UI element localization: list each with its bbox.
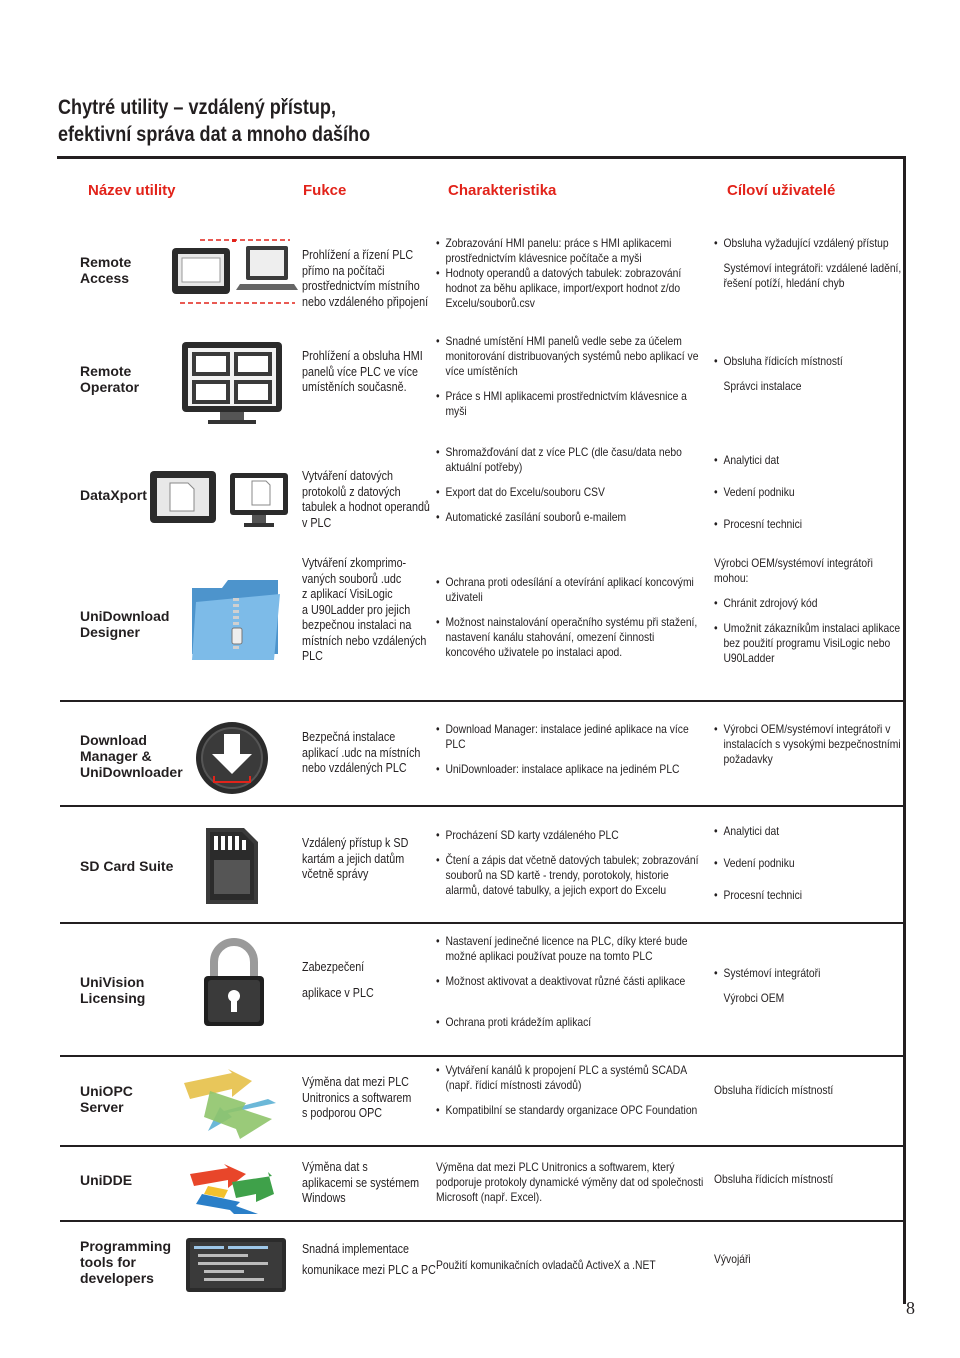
header-name: Název utility [88, 182, 176, 199]
utility-name: Remote Operator [80, 363, 140, 395]
utility-name: UniOPC Server [80, 1083, 133, 1115]
utility-name: UniVision Licensing [80, 974, 146, 1006]
utility-name: UniDownload Designer [80, 608, 170, 640]
separator [60, 1055, 903, 1057]
separator [60, 922, 903, 924]
title-line-1: Chytré utility – vzdálený přístup, [58, 96, 336, 119]
separator [60, 1220, 903, 1222]
utility-name: Programming tools for developers [80, 1238, 172, 1286]
zip-folder-icon [188, 574, 284, 664]
title-line-2: efektivní správa dat a mnoho dašího [58, 123, 371, 146]
utility-name: SD Card Suite [80, 858, 174, 874]
utility-name: Download Manager & UniDownloader [80, 732, 183, 780]
code-editor-icon [184, 1236, 294, 1296]
download-icon [192, 718, 272, 798]
page-title [58, 94, 505, 148]
remote-access-icon [170, 238, 300, 313]
utility-name: Remote Access [80, 254, 132, 286]
remote-operator-icon [180, 340, 290, 426]
header-users: Cíloví uživatelé [727, 182, 836, 199]
utility-name: UniDDE [80, 1172, 133, 1188]
dataxport-icon [148, 465, 298, 535]
utility-name: DataXport [80, 487, 147, 503]
separator [60, 1145, 903, 1147]
separator [60, 805, 903, 807]
sd-card-icon [202, 826, 262, 906]
padlock-icon [200, 938, 268, 1028]
header-characteristics: Charakteristika [448, 182, 557, 199]
page-number: 8 [906, 1298, 915, 1318]
separator [60, 700, 903, 702]
dde-exchange-icon [188, 1164, 276, 1216]
exchange-arrows-icon [180, 1069, 280, 1143]
header-function: Fukce [303, 182, 347, 199]
